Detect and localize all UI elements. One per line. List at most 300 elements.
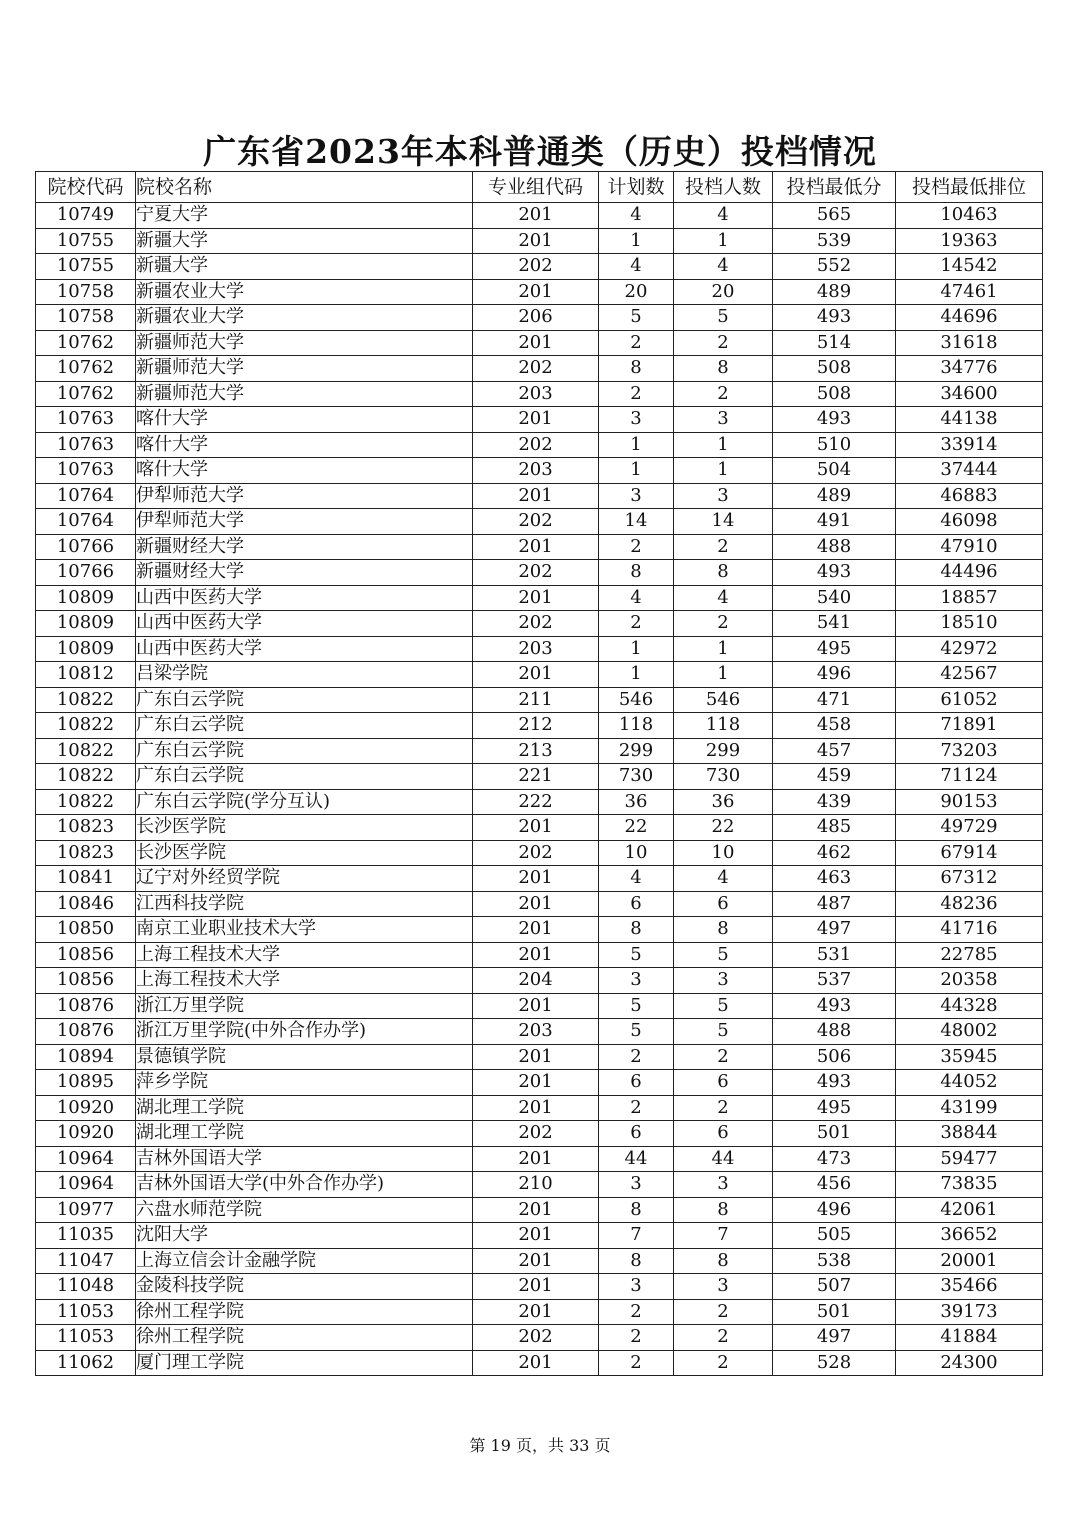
cell-school-name: 徐州工程学院	[136, 1299, 473, 1325]
header-admitted-count: 投档人数	[674, 172, 773, 203]
cell-school-code: 10876	[36, 1019, 136, 1045]
cell-min-score: 531	[773, 942, 896, 968]
cell-min-rank: 67312	[896, 866, 1043, 892]
cell-group-code: 210	[473, 1172, 599, 1198]
table-row	[36, 1121, 1043, 1147]
cell-min-rank: 20001	[896, 1248, 1043, 1274]
table-row	[36, 203, 1043, 229]
cell-admitted-count: 299	[674, 738, 773, 764]
cell-group-code: 202	[473, 254, 599, 280]
cell-admitted-count: 6	[674, 891, 773, 917]
cell-min-score: 456	[773, 1172, 896, 1198]
cell-school-code: 10755	[36, 254, 136, 280]
cell-school-code: 10762	[36, 356, 136, 382]
cell-school-name: 上海工程技术大学	[136, 942, 473, 968]
table-row	[36, 789, 1043, 815]
cell-min-score: 462	[773, 840, 896, 866]
cell-school-name: 新疆农业大学	[136, 305, 473, 331]
cell-school-name: 上海立信会计金融学院	[136, 1248, 473, 1274]
cell-min-rank: 37444	[896, 458, 1043, 484]
table-row	[36, 917, 1043, 943]
cell-min-rank: 44496	[896, 560, 1043, 586]
cell-school-name: 吕梁学院	[136, 662, 473, 688]
cell-min-score: 487	[773, 891, 896, 917]
cell-min-score: 463	[773, 866, 896, 892]
table-row	[36, 1197, 1043, 1223]
cell-admitted-count: 4	[674, 203, 773, 229]
cell-admitted-count: 5	[674, 305, 773, 331]
cell-min-score: 541	[773, 611, 896, 637]
cell-school-name: 广东白云学院	[136, 738, 473, 764]
cell-min-score: 506	[773, 1044, 896, 1070]
cell-plan-count: 6	[599, 1070, 674, 1096]
table-row	[36, 815, 1043, 841]
cell-min-rank: 43199	[896, 1095, 1043, 1121]
cell-min-rank: 34776	[896, 356, 1043, 382]
cell-school-name: 萍乡学院	[136, 1070, 473, 1096]
cell-plan-count: 36	[599, 789, 674, 815]
cell-plan-count: 6	[599, 1121, 674, 1147]
cell-school-name: 沈阳大学	[136, 1223, 473, 1249]
cell-admitted-count: 2	[674, 381, 773, 407]
cell-plan-count: 44	[599, 1146, 674, 1172]
cell-min-score: 459	[773, 764, 896, 790]
cell-min-rank: 14542	[896, 254, 1043, 280]
cell-min-score: 497	[773, 1325, 896, 1351]
cell-min-rank: 48236	[896, 891, 1043, 917]
cell-school-code: 10822	[36, 789, 136, 815]
cell-admitted-count: 5	[674, 1019, 773, 1045]
cell-plan-count: 7	[599, 1223, 674, 1249]
cell-min-rank: 20358	[896, 968, 1043, 994]
cell-admitted-count: 6	[674, 1070, 773, 1096]
cell-school-code: 11035	[36, 1223, 136, 1249]
table-row	[36, 305, 1043, 331]
cell-school-code: 10762	[36, 330, 136, 356]
cell-school-name: 新疆师范大学	[136, 381, 473, 407]
cell-plan-count: 1	[599, 662, 674, 688]
cell-school-code: 10841	[36, 866, 136, 892]
cell-plan-count: 2	[599, 1350, 674, 1376]
cell-min-rank: 44696	[896, 305, 1043, 331]
cell-min-score: 488	[773, 534, 896, 560]
cell-min-rank: 48002	[896, 1019, 1043, 1045]
page-title: 广东省2023年本科普通类（历史）投档情况	[203, 132, 877, 171]
cell-min-rank: 18510	[896, 611, 1043, 637]
cell-min-score: 458	[773, 713, 896, 739]
table-row	[36, 356, 1043, 382]
cell-plan-count: 730	[599, 764, 674, 790]
page-footer: 第 19 页，共 33 页	[469, 1436, 611, 1455]
cell-group-code: 201	[473, 1146, 599, 1172]
cell-school-code: 10964	[36, 1146, 136, 1172]
cell-group-code: 201	[473, 279, 599, 305]
cell-school-code: 10764	[36, 509, 136, 535]
cell-school-code: 10809	[36, 636, 136, 662]
cell-plan-count: 1	[599, 228, 674, 254]
cell-admitted-count: 8	[674, 560, 773, 586]
cell-group-code: 201	[473, 917, 599, 943]
cell-school-code: 10964	[36, 1172, 136, 1198]
cell-min-score: 493	[773, 407, 896, 433]
cell-group-code: 201	[473, 534, 599, 560]
cell-school-code: 10755	[36, 228, 136, 254]
cell-plan-count: 2	[599, 1095, 674, 1121]
cell-school-code: 11053	[36, 1325, 136, 1351]
table-row	[36, 330, 1043, 356]
cell-admitted-count: 5	[674, 942, 773, 968]
cell-plan-count: 5	[599, 1019, 674, 1045]
cell-group-code: 202	[473, 432, 599, 458]
cell-min-rank: 42061	[896, 1197, 1043, 1223]
cell-min-score: 539	[773, 228, 896, 254]
cell-group-code: 201	[473, 1044, 599, 1070]
cell-min-rank: 35466	[896, 1274, 1043, 1300]
cell-admitted-count: 20	[674, 279, 773, 305]
cell-min-rank: 10463	[896, 203, 1043, 229]
table-row	[36, 764, 1043, 790]
table-row	[36, 840, 1043, 866]
cell-admitted-count: 8	[674, 1197, 773, 1223]
cell-school-name: 南京工业职业技术大学	[136, 917, 473, 943]
cell-min-rank: 24300	[896, 1350, 1043, 1376]
cell-school-name: 新疆财经大学	[136, 560, 473, 586]
cell-school-name: 新疆大学	[136, 228, 473, 254]
cell-plan-count: 8	[599, 917, 674, 943]
cell-plan-count: 118	[599, 713, 674, 739]
table-row	[36, 254, 1043, 280]
cell-school-name: 吉林外国语大学(中外合作办学)	[136, 1172, 473, 1198]
cell-school-name: 湖北理工学院	[136, 1121, 473, 1147]
cell-school-name: 广东白云学院	[136, 713, 473, 739]
cell-admitted-count: 2	[674, 330, 773, 356]
cell-plan-count: 5	[599, 942, 674, 968]
cell-school-code: 10850	[36, 917, 136, 943]
table-row	[36, 866, 1043, 892]
cell-school-code: 11053	[36, 1299, 136, 1325]
cell-group-code: 222	[473, 789, 599, 815]
cell-plan-count: 3	[599, 483, 674, 509]
cell-min-score: 508	[773, 356, 896, 382]
table-row	[36, 458, 1043, 484]
cell-admitted-count: 3	[674, 407, 773, 433]
cell-group-code: 201	[473, 1223, 599, 1249]
cell-min-score: 493	[773, 560, 896, 586]
table-row	[36, 1070, 1043, 1096]
cell-school-name: 宁夏大学	[136, 203, 473, 229]
cell-min-rank: 41884	[896, 1325, 1043, 1351]
cell-min-score: 485	[773, 815, 896, 841]
cell-min-score: 488	[773, 1019, 896, 1045]
cell-min-score: 507	[773, 1274, 896, 1300]
cell-group-code: 206	[473, 305, 599, 331]
cell-min-score: 491	[773, 509, 896, 535]
table-row	[36, 636, 1043, 662]
cell-admitted-count: 730	[674, 764, 773, 790]
cell-min-rank: 35945	[896, 1044, 1043, 1070]
table-row	[36, 1274, 1043, 1300]
table-row	[36, 1325, 1043, 1351]
cell-min-score: 565	[773, 203, 896, 229]
cell-school-name: 伊犁师范大学	[136, 483, 473, 509]
cell-school-code: 10809	[36, 585, 136, 611]
cell-min-rank: 73835	[896, 1172, 1043, 1198]
cell-admitted-count: 3	[674, 968, 773, 994]
cell-school-code: 10894	[36, 1044, 136, 1070]
admission-table	[35, 171, 1043, 1376]
cell-min-score: 514	[773, 330, 896, 356]
table-row	[36, 1350, 1043, 1376]
cell-group-code: 201	[473, 585, 599, 611]
cell-admitted-count: 5	[674, 993, 773, 1019]
cell-plan-count: 14	[599, 509, 674, 535]
cell-school-name: 上海工程技术大学	[136, 968, 473, 994]
cell-school-code: 10876	[36, 993, 136, 1019]
header-min-score: 投档最低分	[773, 172, 896, 203]
table-row	[36, 279, 1043, 305]
cell-school-code: 10766	[36, 560, 136, 586]
cell-min-rank: 73203	[896, 738, 1043, 764]
table-row	[36, 560, 1043, 586]
table-row	[36, 713, 1043, 739]
cell-group-code: 202	[473, 560, 599, 586]
cell-admitted-count: 1	[674, 662, 773, 688]
cell-min-score: 493	[773, 993, 896, 1019]
cell-school-code: 10764	[36, 483, 136, 509]
cell-min-score: 496	[773, 662, 896, 688]
cell-min-rank: 42567	[896, 662, 1043, 688]
cell-min-score: 510	[773, 432, 896, 458]
cell-plan-count: 8	[599, 1248, 674, 1274]
cell-min-score: 505	[773, 1223, 896, 1249]
cell-min-rank: 31618	[896, 330, 1043, 356]
cell-min-rank: 22785	[896, 942, 1043, 968]
cell-group-code: 203	[473, 381, 599, 407]
cell-plan-count: 4	[599, 585, 674, 611]
cell-school-name: 广东白云学院(学分互认)	[136, 789, 473, 815]
cell-group-code: 201	[473, 203, 599, 229]
cell-plan-count: 10	[599, 840, 674, 866]
table-row	[36, 968, 1043, 994]
header-school-name: 院校名称	[136, 172, 473, 203]
cell-school-name: 徐州工程学院	[136, 1325, 473, 1351]
cell-admitted-count: 2	[674, 1044, 773, 1070]
table-row	[36, 1223, 1043, 1249]
cell-group-code: 201	[473, 993, 599, 1019]
table-row	[36, 534, 1043, 560]
cell-school-code: 10977	[36, 1197, 136, 1223]
cell-group-code: 201	[473, 407, 599, 433]
cell-group-code: 202	[473, 611, 599, 637]
cell-group-code: 201	[473, 330, 599, 356]
cell-group-code: 201	[473, 1197, 599, 1223]
table-row	[36, 1146, 1043, 1172]
table-row	[36, 1019, 1043, 1045]
cell-min-score: 497	[773, 917, 896, 943]
cell-school-name: 新疆师范大学	[136, 356, 473, 382]
cell-school-name: 广东白云学院	[136, 687, 473, 713]
cell-school-name: 辽宁对外经贸学院	[136, 866, 473, 892]
cell-group-code: 211	[473, 687, 599, 713]
cell-min-score: 489	[773, 279, 896, 305]
cell-school-name: 长沙医学院	[136, 840, 473, 866]
cell-plan-count: 2	[599, 1299, 674, 1325]
cell-min-rank: 49729	[896, 815, 1043, 841]
cell-plan-count: 4	[599, 254, 674, 280]
cell-group-code: 203	[473, 1019, 599, 1045]
cell-admitted-count: 2	[674, 534, 773, 560]
cell-min-score: 552	[773, 254, 896, 280]
cell-min-rank: 46098	[896, 509, 1043, 535]
cell-group-code: 201	[473, 1274, 599, 1300]
cell-min-rank: 90153	[896, 789, 1043, 815]
cell-school-name: 山西中医药大学	[136, 636, 473, 662]
header-group-code: 专业组代码	[473, 172, 599, 203]
cell-min-score: 495	[773, 636, 896, 662]
cell-school-code: 10846	[36, 891, 136, 917]
cell-admitted-count: 4	[674, 254, 773, 280]
cell-school-code: 10822	[36, 738, 136, 764]
cell-group-code: 202	[473, 1325, 599, 1351]
cell-min-rank: 71124	[896, 764, 1043, 790]
table-header-row	[36, 172, 1043, 203]
cell-admitted-count: 3	[674, 483, 773, 509]
cell-min-rank: 39173	[896, 1299, 1043, 1325]
cell-plan-count: 1	[599, 636, 674, 662]
cell-admitted-count: 2	[674, 1299, 773, 1325]
cell-school-name: 新疆大学	[136, 254, 473, 280]
cell-min-score: 508	[773, 381, 896, 407]
cell-min-rank: 33914	[896, 432, 1043, 458]
cell-group-code: 212	[473, 713, 599, 739]
cell-school-name: 伊犁师范大学	[136, 509, 473, 535]
cell-group-code: 201	[473, 866, 599, 892]
cell-school-code: 10856	[36, 942, 136, 968]
cell-group-code: 201	[473, 942, 599, 968]
cell-admitted-count: 8	[674, 1248, 773, 1274]
cell-school-code: 10766	[36, 534, 136, 560]
cell-group-code: 201	[473, 891, 599, 917]
cell-plan-count: 1	[599, 458, 674, 484]
cell-min-rank: 61052	[896, 687, 1043, 713]
cell-plan-count: 4	[599, 866, 674, 892]
cell-school-code: 10763	[36, 458, 136, 484]
cell-plan-count: 22	[599, 815, 674, 841]
cell-min-rank: 34600	[896, 381, 1043, 407]
cell-school-name: 喀什大学	[136, 458, 473, 484]
cell-admitted-count: 3	[674, 1274, 773, 1300]
cell-plan-count: 1	[599, 432, 674, 458]
cell-min-score: 471	[773, 687, 896, 713]
table-row	[36, 1095, 1043, 1121]
cell-school-name: 新疆师范大学	[136, 330, 473, 356]
cell-plan-count: 546	[599, 687, 674, 713]
cell-admitted-count: 1	[674, 636, 773, 662]
table-row	[36, 1299, 1043, 1325]
cell-min-score: 493	[773, 305, 896, 331]
cell-min-score: 504	[773, 458, 896, 484]
cell-plan-count: 20	[599, 279, 674, 305]
cell-min-rank: 59477	[896, 1146, 1043, 1172]
cell-min-score: 501	[773, 1299, 896, 1325]
table-row	[36, 381, 1043, 407]
cell-min-rank: 44328	[896, 993, 1043, 1019]
table-row	[36, 1248, 1043, 1274]
cell-min-score: 473	[773, 1146, 896, 1172]
cell-admitted-count: 2	[674, 1325, 773, 1351]
cell-admitted-count: 4	[674, 866, 773, 892]
cell-group-code: 201	[473, 1350, 599, 1376]
cell-admitted-count: 118	[674, 713, 773, 739]
cell-min-score: 538	[773, 1248, 896, 1274]
table-row	[36, 993, 1043, 1019]
header-min-rank: 投档最低排位	[896, 172, 1043, 203]
cell-school-name: 山西中医药大学	[136, 585, 473, 611]
cell-school-code: 10822	[36, 764, 136, 790]
cell-school-code: 10856	[36, 968, 136, 994]
cell-school-code: 10895	[36, 1070, 136, 1096]
cell-min-rank: 47461	[896, 279, 1043, 305]
table-row	[36, 509, 1043, 535]
cell-min-score: 489	[773, 483, 896, 509]
cell-plan-count: 2	[599, 330, 674, 356]
cell-school-code: 10763	[36, 407, 136, 433]
cell-min-score: 537	[773, 968, 896, 994]
cell-plan-count: 8	[599, 560, 674, 586]
cell-school-name: 山西中医药大学	[136, 611, 473, 637]
cell-plan-count: 4	[599, 203, 674, 229]
cell-school-code: 11048	[36, 1274, 136, 1300]
cell-min-rank: 42972	[896, 636, 1043, 662]
cell-school-name: 吉林外国语大学	[136, 1146, 473, 1172]
cell-admitted-count: 7	[674, 1223, 773, 1249]
cell-school-code: 10822	[36, 687, 136, 713]
cell-group-code: 201	[473, 815, 599, 841]
cell-school-code: 11047	[36, 1248, 136, 1274]
cell-admitted-count: 4	[674, 585, 773, 611]
cell-group-code: 201	[473, 483, 599, 509]
cell-min-rank: 36652	[896, 1223, 1043, 1249]
cell-plan-count: 3	[599, 968, 674, 994]
cell-school-name: 喀什大学	[136, 407, 473, 433]
cell-plan-count: 8	[599, 356, 674, 382]
cell-school-name: 湖北理工学院	[136, 1095, 473, 1121]
cell-min-score: 496	[773, 1197, 896, 1223]
cell-min-score: 528	[773, 1350, 896, 1376]
cell-admitted-count: 10	[674, 840, 773, 866]
table-body	[36, 203, 1043, 1376]
header-plan-count: 计划数	[599, 172, 674, 203]
cell-school-name: 浙江万里学院(中外合作办学)	[136, 1019, 473, 1045]
cell-group-code: 203	[473, 458, 599, 484]
cell-admitted-count: 3	[674, 1172, 773, 1198]
cell-group-code: 221	[473, 764, 599, 790]
cell-school-code: 10823	[36, 840, 136, 866]
cell-group-code: 213	[473, 738, 599, 764]
cell-min-rank: 19363	[896, 228, 1043, 254]
cell-admitted-count: 2	[674, 611, 773, 637]
cell-school-code: 10812	[36, 662, 136, 688]
cell-min-rank: 46883	[896, 483, 1043, 509]
table-row	[36, 483, 1043, 509]
cell-plan-count: 2	[599, 381, 674, 407]
cell-group-code: 201	[473, 1095, 599, 1121]
cell-admitted-count: 22	[674, 815, 773, 841]
cell-school-code: 10822	[36, 713, 136, 739]
cell-min-rank: 71891	[896, 713, 1043, 739]
cell-group-code: 201	[473, 1248, 599, 1274]
cell-school-code: 10749	[36, 203, 136, 229]
